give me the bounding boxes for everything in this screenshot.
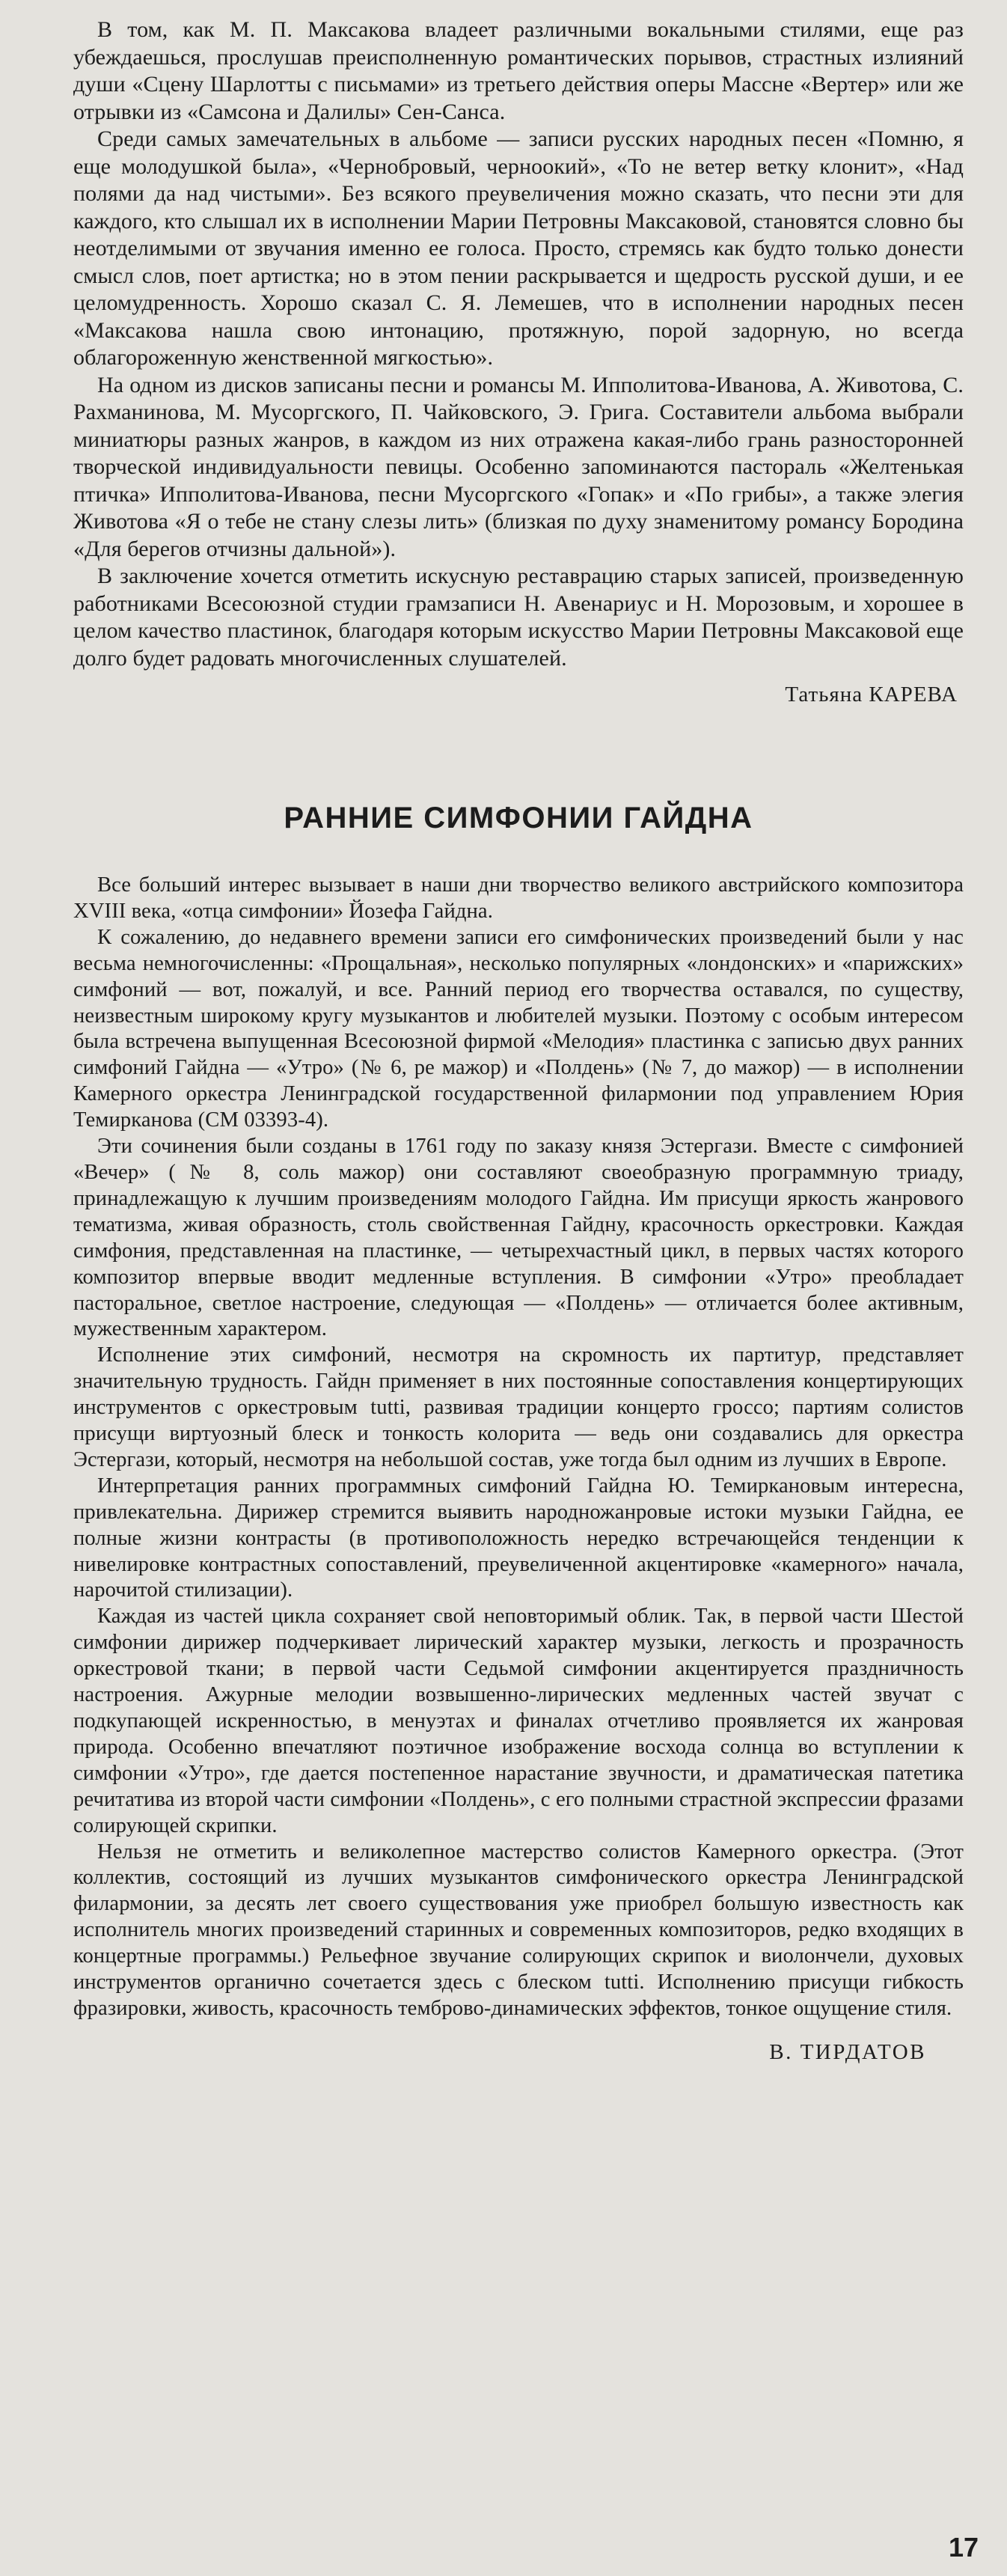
paragraph: Эти сочинения были созданы в 1761 году по заказу князя Эстергази. Вместе с симфонией «Вечер» (№ 8, соль мажор) они составляют своеобразную программную триаду, принадлежащую к лучшим произведениям молодого Гайдна. Им присущи яркость жанрового тематизма, живая образность, столь свойственная Гайдну, красочность оркестровки. Каждая симфония, представленная на пластинке, — четырехчастный цикл, в первых частях которого композитор впервые вводит медленные вступления. В симфонии «Утро» преобладает пасторальное, светлое настроение, следующая — «Полдень» — отличается более активным, мужественным характером. bbox=[73, 1135, 964, 1341]
paragraph: Исполнение этих симфоний, несмотря на скромность их партитур, представляет значительную трудность. Гайдн применяет в них постоянные сопоставления концертирующих инструментов с оркестровым tutti, развивая традиции концерто гроссо; партиям солистов присущи виртуозный блеск и тонкость колорита — ведь они создавались для оркестра Эстергази, который, несмотря на небольшой состав, уже тогда был одним из лучших в Европе. bbox=[73, 1343, 964, 1471]
paragraph: В заключение хочется отметить искусную реставрацию старых записей, произведенную работниками Всесоюзной студии грамзаписи Н. Авенариус и Н. Морозовым, и хорошее в целом качество пластинок, благодаря которым искусство Марии Петровны Максаковой еще долго будет радовать многочисленных слушателей. bbox=[73, 564, 964, 671]
article-haydn-symphonies bbox=[73, 873, 964, 2066]
paragraph: На одном из дисков записаны песни и романсы М. Ипполитова-Иванова, А. Животова, С. Рахманинова, М. Мусоргского, П. Чайковского, Э. Грига. Составители альбома выбрали миниатюры разных жанров, в каждом из них отражена какая-либо грань разносторонней творческой индивидуальности певицы. Особенно запоминаются пастораль «Желтенькая птичка» Ипполитова-Иванова, песни Мусоргского «Гопак» и «По грибы», а также элегия Животова «Я о тебе не стану слезы лить» (близкая по духу знаменитому романсу Бородина «Для берегов отчизны дальной»). bbox=[73, 372, 964, 561]
paragraph: Каждая из частей цикла сохраняет свой неповторимый облик. Так, в первой части Шестой симфонии дирижер подчеркивает лирический характер музыки, легкость и прозрачность оркестровой ткани; в первой части Седьмой симфонии акцентируется праздничность настроения. Ажурные мелодии возвышенно-лирических медленных частей звучат с подкупающей искренностью, в менуэтах и финалах отчетливо проявляется их жанровая природа. Особенно впечатляют поэтичное изображение восхода солнца во вступлении к симфонии «Утро», где дается постепенное нарастание звучности, и драматическая патетика речитатива из второй части симфонии «Полдень», с его полными страстной экспрессии фразами солирующей скрипки. bbox=[73, 1605, 964, 1837]
paragraph: Среди самых замечательных в альбоме — записи русских народных песен «Помню, я еще молодушкой была», «Чернобровый, черноокий», «То не ветер ветку клонит», «Над полями да над чистыми». Без всякого преувеличения можно сказать, что песни эти для каждого, кто слышал их в исполнении Марии Петровны Максаковой, становятся словно бы неотделимыми от звучания именно ее голоса. Просто, стремясь как будто только донести смысл слов, поет артистка; но в этом пении раскрывается и щедрость русской души, и ее целомудренность. Хорошо сказал С. Я. Лемешев, что в исполнении народных песен «Максакова нашла свою интонацию, протяжную, порой задорную, но всегда облагороженную женственной мягкостью». bbox=[73, 126, 964, 370]
paragraph: Все больший интерес вызывает в наши дни творчество великого австрийского композитора XVIII века, «отца симфонии» Йозефа Гайдна. bbox=[73, 873, 964, 923]
author-signature: Татьяна КАРЕВА bbox=[785, 683, 958, 706]
article-title: РАННИЕ СИМФОНИИ ГАЙДНА bbox=[284, 802, 753, 834]
paragraph: Нельзя не отметить и великолепное мастерство солистов Камерного оркестра. (Этот коллектив, состоящий из лучших музыкантов симфонического оркестра Ленинградской филармонии, за десять лет своего существования уже приобрел большую известность как исполнитель многих произведений старинных и современных композиторов, редко входящих в концертные программы.) Рельефное звучание солирующих скрипок и виолончели, духовых инструментов органично сочетается здесь с блеском tutti. Исполнению присущи гибкость фразировки, живость, красочность темброво-динамических эффектов, тонкое ощущение стиля. bbox=[73, 1840, 964, 2020]
author-signature: В. ТИРДАТОВ bbox=[769, 2039, 926, 2064]
page-number: 17 bbox=[948, 2532, 979, 2563]
paragraph: К сожалению, до недавнего времени записи его симфонических произведений были у нас весьма немногочисленны: «Прощальная», несколько популярных «лондонских» и «парижских» симфоний — вот, пожалуй, и все. Ранний период его творчества оставался, по существу, неизвестным широкому кругу музыкантов и любителей музыки. Поэтому с особым интересом была встречена выпущенная Всесоюзной фирмой «Мелодия» пластинка с записью двух ранних симфоний Гайдна — «Утро» (№ 6, ре мажор) и «Полдень» (№ 7, до мажор) — в исполнении Камерного оркестра Ленинградской государственной филармонии под управлением Юрия Темирканова (СМ 03393-4). bbox=[73, 925, 964, 1132]
paragraph: В том, как М. П. Максакова владеет различными вокальными стилями, еще раз убеждаешься, прослушав преисполненную романтических порывов, страстных излияний души «Сцену Шарлотты с письмами» из третьего действия оперы Массне «Вертер» или же отрывки из «Самсона и Далилы» Сен-Санса. bbox=[73, 17, 964, 124]
article-maksakova-review bbox=[73, 16, 964, 708]
paragraph: Интерпретация ранних программных симфоний Гайдна Ю. Темиркановым интересна, привлекательна. Дирижер стремится выявить народножанровые истоки музыки Гайдна, ее полные жизни контрасты (в противоположность нередко встречающейся тенденции к нивелировке контрастных сопоставлений, преувеличенной акцентировке «камерного» начала, нарочитой стилизации). bbox=[73, 1474, 964, 1602]
